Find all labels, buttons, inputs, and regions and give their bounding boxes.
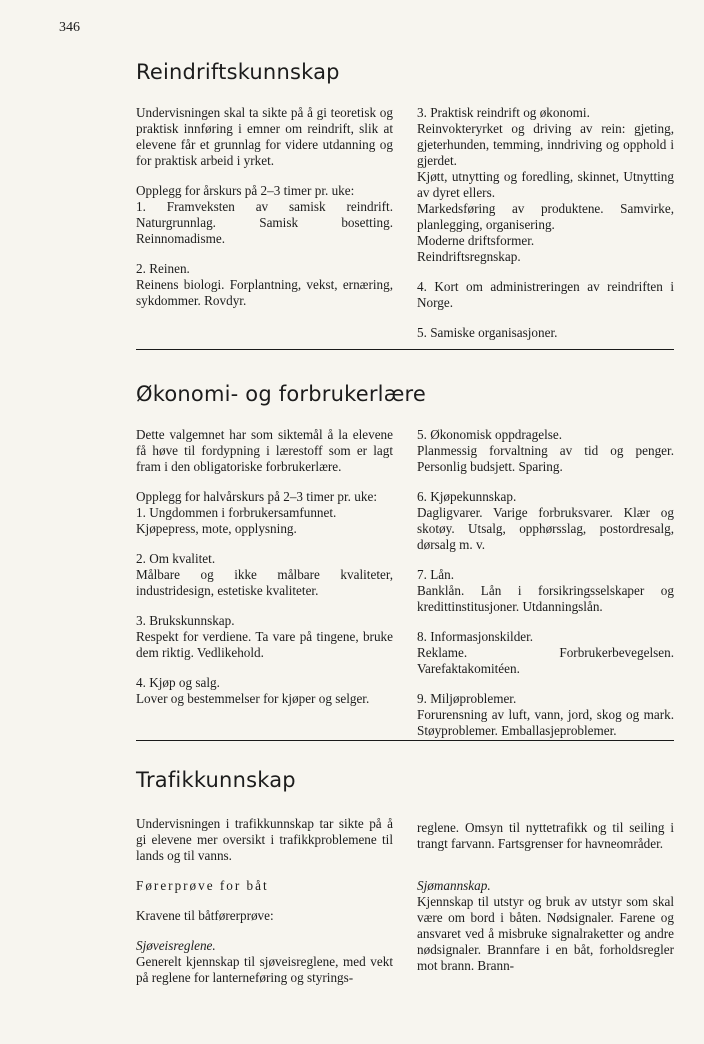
section-divider [136, 349, 674, 350]
section-title-okonomi: Økonomi- og forbrukerlære [136, 382, 427, 406]
paragraph: 8. Informasjonskilder. Reklame. Forbrukerbevegelsen. Varefaktakomitéen. [417, 629, 674, 676]
okonomi-right-column [417, 427, 674, 753]
paragraph: Sjømannskap. Kjennskap til utstyr og bruk av utstyr som skal være om bord i båten. Nødsignaler. Farene og ansvaret ved å misbruke signalraketter og andre nødsignaler. Brannfare i en båt, forholdsregler mot brann. Brann- [417, 878, 674, 973]
paragraph: 5. Økonomisk oppdragelse. Planmessig forvaltning av tid og penger. Personlig budsjett. Sparing. [417, 427, 674, 474]
paragraph: 3. Praktisk reindrift og økonomi. Reinvokteryrket og driving av rein: gjeting, gjeterhunden, temming, inndriving og opphold i gjerdet. Kjøtt, utnytting og foredling, skinnet, Utnytting av dyret ellers. Markedsføring av produktene. Samvirke, planlegging, organisering. Moderne driftsformer. Reindriftsregnskap. [417, 105, 674, 264]
paragraph: Dette valgemnet har som siktemål å la elevene få høve til fordypning i lærestoff som er lagt fram i den obligatoriske forbrukerlære. [136, 427, 393, 474]
paragraph: 3. Brukskunnskap. Respekt for verdiene. Ta vare på tingene, bruke dem riktig. Vedlikehold. [136, 613, 393, 660]
paragraph: reglene. Omsyn til nyttetrafikk og til seiling i trangt farvann. Fartsgrenser for havneområder. [417, 820, 674, 851]
spaced-heading: Førerprøve for båt [136, 878, 269, 893]
paragraph: Undervisningen skal ta sikte på å gi teoretisk og praktisk innføring i emner om reindrift, slik at elevene får et grunnlag for videre utdanning og for praktisk arbeid i yrket. [136, 105, 393, 168]
paragraph: Sjøveisreglene. Generelt kjennskap til sjøveisreglene, med vekt på reglene for lanterneføring og styrings- [136, 938, 393, 985]
paragraph: 2. Om kvalitet. Målbare og ikke målbare kvaliteter, industridesign, estetiske kvaliteter. [136, 551, 393, 598]
paragraph: 7. Lån. Banklån. Lån i forsikringsselskaper og kredittinstitusjoner. Utdanningslån. [417, 567, 674, 614]
paragraph: Undervisningen i trafikkunnskap tar sikte på å gi elevene mer oversikt i trafikkproblemene til lands og til vanns. [136, 816, 393, 863]
paragraph: 5. Samiske organisasjoner. [417, 325, 558, 340]
paragraph: Opplegg for årskurs på 2–3 timer pr. uke: 1. Framveksten av samisk reindrift. Naturgrunnlag. Samisk bosetting. Reinnomadisme. [136, 183, 393, 246]
subheading: Sjømannskap. [417, 878, 491, 893]
paragraph: 2. Reinen. Reinens biologi. Forplantning, vekst, ernæring, sykdommer. Rovdyr. [136, 261, 393, 308]
paragraph: 4. Kort om administreringen av reindriften i Norge. [417, 279, 674, 310]
section-divider [136, 740, 674, 741]
okonomi-left-column [136, 427, 393, 721]
reindrift-right-column [417, 105, 674, 355]
trafikk-right-column [417, 820, 674, 988]
section-title-trafikk: Trafikkunnskap [136, 768, 296, 792]
paragraph: 9. Miljøproblemer. Forurensning av luft, vann, jord, skog og mark. Støyproblemer. Emballasjeproblemer. [417, 691, 674, 738]
section-title-reindrift: Reindriftskunnskap [136, 60, 340, 84]
trafikk-left-column [136, 816, 393, 1000]
subheading: Sjøveisreglene. [136, 938, 216, 953]
paragraph: 6. Kjøpekunnskap. Dagligvarer. Varige forbruksvarer. Klær og skotøy. Utsalg, opphørsslag, postordresalg, dørsalg m. v. [417, 489, 674, 552]
paragraph: Opplegg for halvårskurs på 2–3 timer pr. uke: 1. Ungdommen i forbrukersamfunnet. Kjøpepress, mote, opplysning. [136, 489, 377, 536]
paragraph: 4. Kjøp og salg. Lover og bestemmelser for kjøper og selger. [136, 675, 370, 706]
reindrift-left-column [136, 105, 393, 323]
paragraph: Kravene til båtførerprøve: [136, 908, 274, 923]
page-number: 346 [59, 20, 80, 35]
